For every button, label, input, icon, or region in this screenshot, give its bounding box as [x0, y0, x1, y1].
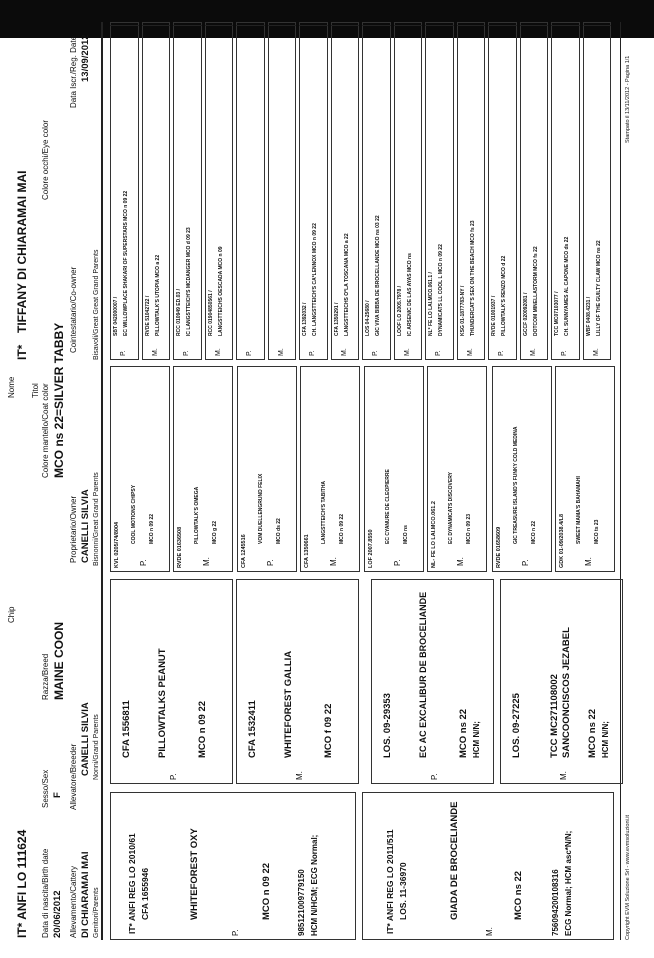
sire-chip: 985121009779150: [297, 869, 306, 936]
ggreat-right-rule: [268, 25, 297, 26]
ggreat-grandparent-name: CH. LANGSTTEICH'S CA*LENNOX MCO n 09 22: [312, 223, 318, 336]
ggreat-grandparent-marker: M.: [592, 348, 600, 356]
great-grandparent-reg: RVDE 01636508: [177, 526, 183, 568]
ggreat-grandparent-reg: TCC MC07103077 /: [554, 291, 560, 336]
regdate-value: 13/09/2012: [80, 34, 91, 82]
great-grandparent-reg: KVL 0205/74/8004: [114, 521, 120, 568]
ggreat-grandparent-marker: P.: [435, 350, 442, 356]
ggreat-grandparent-marker: M.: [403, 348, 411, 356]
col-great: Bisnonni/Great Grand Parents: [93, 472, 100, 566]
chip-label: Chip: [7, 606, 16, 623]
great-grandparent-name: VOM DUELLENGRUND FELIX: [258, 473, 265, 544]
ggreat-grandparent-reg: RVDE 51042722 /: [144, 295, 151, 336]
grandparent-name: SANCOONCISCOS JEZABEL: [561, 627, 572, 758]
coat-value: MCO ns 22=SILVER TABBY: [52, 322, 66, 478]
great-grandparent-marker: M.: [202, 557, 211, 566]
ggreat-right-rule: [142, 25, 171, 26]
birth-label: Data di nascita/Birth date: [41, 848, 50, 938]
col-grand: Nonni/Grand Parents: [93, 714, 100, 780]
ggreat-grandparent-marker: P.: [372, 350, 379, 356]
great-grandparent-reg: RVDE 01658609: [495, 526, 502, 568]
great-grandparent-color: MCO n 09 22: [339, 513, 346, 544]
reg-number: IT* ANFI LO 111624: [15, 829, 29, 938]
name-prefix: IT*: [15, 344, 29, 360]
ggreat-grandparent-box: [268, 22, 297, 360]
grandparent-marker: M.: [295, 771, 304, 780]
ggreat-right-rule: [488, 25, 517, 26]
great-grandparent-color: MCO n 22: [530, 520, 537, 544]
ggreat-grandparent-marker: P.: [561, 350, 568, 356]
dam-chip: 756094200108316: [551, 869, 560, 936]
ggreat-grandparent-reg: LOS 04-25680 /: [365, 300, 371, 336]
great-grandparent-name: PILLOWTALK'S OMEGA: [194, 486, 200, 544]
grandparent-marker: M.: [559, 771, 568, 780]
ggreat-right-rule: [551, 25, 580, 26]
grandparent-extra: HCM N/N;: [601, 721, 610, 758]
great-grandparent-name: GIC TREASURE ISLAND'S FUNKY COLD MEDINA: [512, 426, 519, 544]
great-grandparent-color: MCO ns: [403, 525, 410, 544]
footer-print-date: Stampato il 13/11/2012 - Pagina 1/1: [625, 55, 631, 143]
ggreat-right-rule: [331, 25, 360, 26]
dam-name: GIADA DE BROCELIANDE: [449, 801, 460, 920]
grandparent-color: MCO ns 22: [458, 708, 469, 758]
breeder-label: Allevatore/Breeder: [69, 743, 78, 810]
great-grandparent-name: LANGSTTEICH'S TABITHA: [321, 480, 328, 544]
ggreat-grandparent-reg: RVDE 01001937 /: [491, 295, 497, 336]
ggreat-grandparent-name: IC LANGSTTEICH'S MCDANGER MCO d 09 23: [186, 227, 192, 336]
sire-marker: P.: [231, 929, 240, 936]
owner-label: Proprietario/Owner: [69, 495, 78, 563]
breeder-value: CANELLI SILVIA: [80, 702, 91, 776]
cattery-value: DI CHIARAMAI MAI: [80, 851, 91, 938]
ggreat-right-rule: [299, 25, 328, 26]
grandparent-reg2: TCC MC271108002: [549, 674, 560, 758]
great-grandparent-name: COOL MOTIONS CHIPSY: [131, 484, 137, 544]
grandparent-reg: CFA 1532411: [247, 700, 258, 758]
ggreat-grandparent-name: DYNAMICATS LL COOL L MCO n 09 22: [438, 244, 444, 336]
breed-label: Razza/Breed: [41, 653, 50, 700]
ggreat-grandparent-reg: LOOF LO 2005.7978 /: [396, 285, 403, 336]
grandparent-marker: P.: [430, 773, 439, 780]
ggreat-right-rule: [205, 25, 234, 26]
ggreat-grandparent-marker: M.: [340, 348, 348, 356]
great-grandparent-marker: M.: [583, 557, 593, 566]
header-rule: [101, 22, 103, 940]
ggreat-right-rule: [457, 25, 486, 26]
great-grandparent-color: MCO n 09 22: [149, 513, 155, 544]
great-grandparent-name: SWEET MAMA'S BAHAMAHI: [575, 476, 582, 544]
ggreat-grandparent-reg: CFA 1350291 /: [333, 302, 340, 336]
owner-value: CANELLI SILVIA: [80, 489, 91, 563]
ggreat-right-rule: [583, 25, 612, 26]
ggreat-grandparent-marker: P.: [183, 350, 190, 356]
ggreat-grandparent-marker: M.: [277, 348, 285, 356]
grandparent-marker: P.: [169, 773, 178, 780]
sire-reg2: CFA 1655946: [140, 867, 150, 920]
great-grandparent-reg: NL- FE LO LAI.MCO.061.2: [431, 501, 438, 568]
ggreat-grandparent-marker: M.: [151, 348, 159, 356]
sex-value: F: [52, 792, 63, 798]
great-grandparent-marker: M.: [456, 557, 466, 566]
birth-date: 20/06/2012: [52, 890, 63, 938]
sire-reg: IT* ANFI REG LO 2010/61: [127, 833, 137, 934]
great-grandparent-reg: CFA 1245516: [241, 534, 248, 568]
title-label: Titol: [31, 383, 40, 398]
ggreat-grandparent-name: LANGSTTEICHS O*LA TOSCANA MCO a 22: [343, 233, 350, 336]
grandparent-color: MCO ns 22: [587, 708, 598, 758]
sex-label: Sesso/Sex: [41, 769, 50, 808]
ggreat-grandparent-marker: M.: [529, 348, 537, 356]
ggreat-right-rule: [236, 25, 265, 26]
great-grandparent-reg: LOF 2007.8550: [368, 529, 375, 568]
grandparent-color: MCO f 09 22: [323, 703, 334, 758]
great-grandparent-color: MCO ts 23: [593, 519, 600, 544]
great-grandparent-marker: P.: [520, 559, 530, 566]
eye-label: Colore occhi/Eye color: [41, 119, 50, 200]
col-ggreat: Bisavoli/Great Great Grand Parents: [93, 249, 100, 360]
ggreat-grandparent-name: THUNDERCAT'S SEX ON THE BEACH MCO fs 23: [469, 220, 476, 336]
ggreat-grandparent-name: DOTCOM MINELLASTORM MCO fs 22: [532, 246, 539, 336]
ggreat-right-rule: [110, 25, 139, 26]
ggreat-grandparent-marker: M.: [466, 348, 474, 356]
ggreat-grandparent-name: PILLOWTALK'S UTOPIA MCO a 22: [154, 254, 161, 336]
ggreat-grandparent-reg: SBT 042000007 /: [113, 296, 119, 336]
dam-color: MCO ns 22: [513, 870, 524, 920]
grandparent-reg: LOS. 09-29353: [382, 693, 393, 758]
ggreat-grandparent-marker: P.: [498, 350, 505, 356]
great-grandparent-marker: P.: [139, 559, 148, 566]
ggreat-grandparent-name: LANGSTTEICHS OESCADA MCO n 09: [217, 246, 224, 336]
great-grandparent-marker: P.: [266, 559, 276, 566]
grandparent-extra: HCM N/N;: [472, 721, 481, 758]
ggreat-grandparent-name: CH. SUNNYAMES AL CAPONE MCO ds 22: [564, 236, 570, 336]
name-label: Nome: [7, 376, 16, 398]
regdate-label: Data Iscr./Reg. Date: [69, 35, 78, 108]
ggreat-grandparent-marker: M.: [214, 348, 222, 356]
ggreat-grandparent-marker: P.: [120, 350, 127, 356]
great-grandparent-marker: P.: [393, 559, 403, 566]
ggreat-grandparent-reg: WBF 0408.4231 /: [585, 296, 592, 336]
sire-health: HCM N/HCM; ECG Normal;: [310, 834, 319, 936]
grandparent-color: MCO n 09 22: [197, 700, 208, 758]
great-grandparent-color: MCO ds 22: [276, 518, 283, 544]
ggreat-grandparent-marker: P.: [309, 350, 316, 356]
grandparent-name: WHITEFOREST GALLIA: [283, 650, 294, 758]
dam-reg: IT* ANFI REG LO 2011/511: [385, 829, 395, 934]
sire-color: MCO n 09 22: [261, 862, 272, 920]
coowner-label: Cointestatario/Co-owner: [69, 266, 78, 353]
ggreat-grandparent-name: EC WILLOWPLACE SHAKARI OF SUPERSTARS MCO n 09 22: [123, 190, 129, 336]
coat-label: Colore mantello/Coat color: [41, 383, 50, 478]
sire-name: WHITEFOREST OXY: [189, 828, 200, 920]
great-grandparent-name: EC DYNAMICATS DISCOVERY: [448, 472, 455, 544]
dam-health: ECG Normal; HCM asc*N/N;: [564, 830, 573, 936]
ggreat-grandparent-name: GIC VIVA BIBBA DE BROCELLANDE MCO ns 03 22: [375, 215, 381, 336]
breed-value: MAINE COON: [52, 622, 66, 700]
ggreat-grandparent-name: PILLOWTALK'S RENZO MCO d 22: [501, 255, 507, 336]
ggreat-right-rule: [425, 25, 454, 26]
ggreat-grandparent-marker: P.: [246, 350, 253, 356]
ggreat-grandparent-reg: KSG 01-1877783-NY /: [459, 285, 466, 336]
grandparent-name: PILLOWTALKS PEANUT: [157, 648, 168, 758]
great-grandparent-color: MCO g 22: [212, 520, 218, 544]
great-grandparent-marker: M.: [329, 557, 339, 566]
ggreat-grandparent-reg: RCC 010949 ED.03 /: [176, 289, 182, 336]
ggreat-grandparent-reg: RCC 01904850561 /: [207, 290, 214, 336]
grandparent-reg: LOS. 09-27225: [511, 693, 522, 758]
grandparent-reg: CFA 1556811: [121, 700, 132, 758]
cat-name: TIFFANY DI CHIARAMAI MAI: [15, 170, 29, 333]
ggreat-grandparent-name: IC ARSENIC DE LAS AYAS MCO ns: [406, 253, 413, 336]
dam-marker: M.: [485, 927, 494, 936]
ggreat-grandparent-box: [236, 22, 265, 360]
great-grandparent-color: MCO n 09 23: [466, 513, 473, 544]
ggreat-right-rule: [520, 25, 549, 26]
ggreat-right-rule: [394, 25, 423, 26]
great-grandparent-reg: CFA 1350661: [304, 534, 311, 568]
great-grandparent-name: EC CYANURE DE CLEOPIERRE: [385, 469, 392, 544]
great-grandparent-reg: GDK 01-09/2038.4/L8: [558, 513, 565, 568]
ggreat-grandparent-name: LILLY OF THE GUILTY CLAW MCO ns 22: [595, 240, 602, 336]
dam-reg2: LOS. 11-36970: [398, 862, 408, 920]
grandparent-name: EC AC EXCALIBUR DE BROCELIANDE: [418, 591, 428, 758]
ggreat-right-rule: [362, 25, 391, 26]
ggreat-grandparent-reg: CFA 1392032 /: [302, 302, 308, 336]
footer-rule: [620, 22, 621, 940]
col-parents: Genitori/Parents: [93, 887, 100, 938]
ggreat-right-rule: [173, 25, 202, 26]
ggreat-grandparent-reg: NL* FE LO LAI.MCO.061.1 /: [428, 272, 434, 336]
ggreat-grandparent-reg: GCCF 020092081 /: [522, 292, 529, 336]
cattery-label: Allevamento/Cattery: [69, 865, 78, 938]
footer-copyright: Copyright EVM Soluzione Srl - www.evmsoluzioni.it: [625, 814, 631, 940]
